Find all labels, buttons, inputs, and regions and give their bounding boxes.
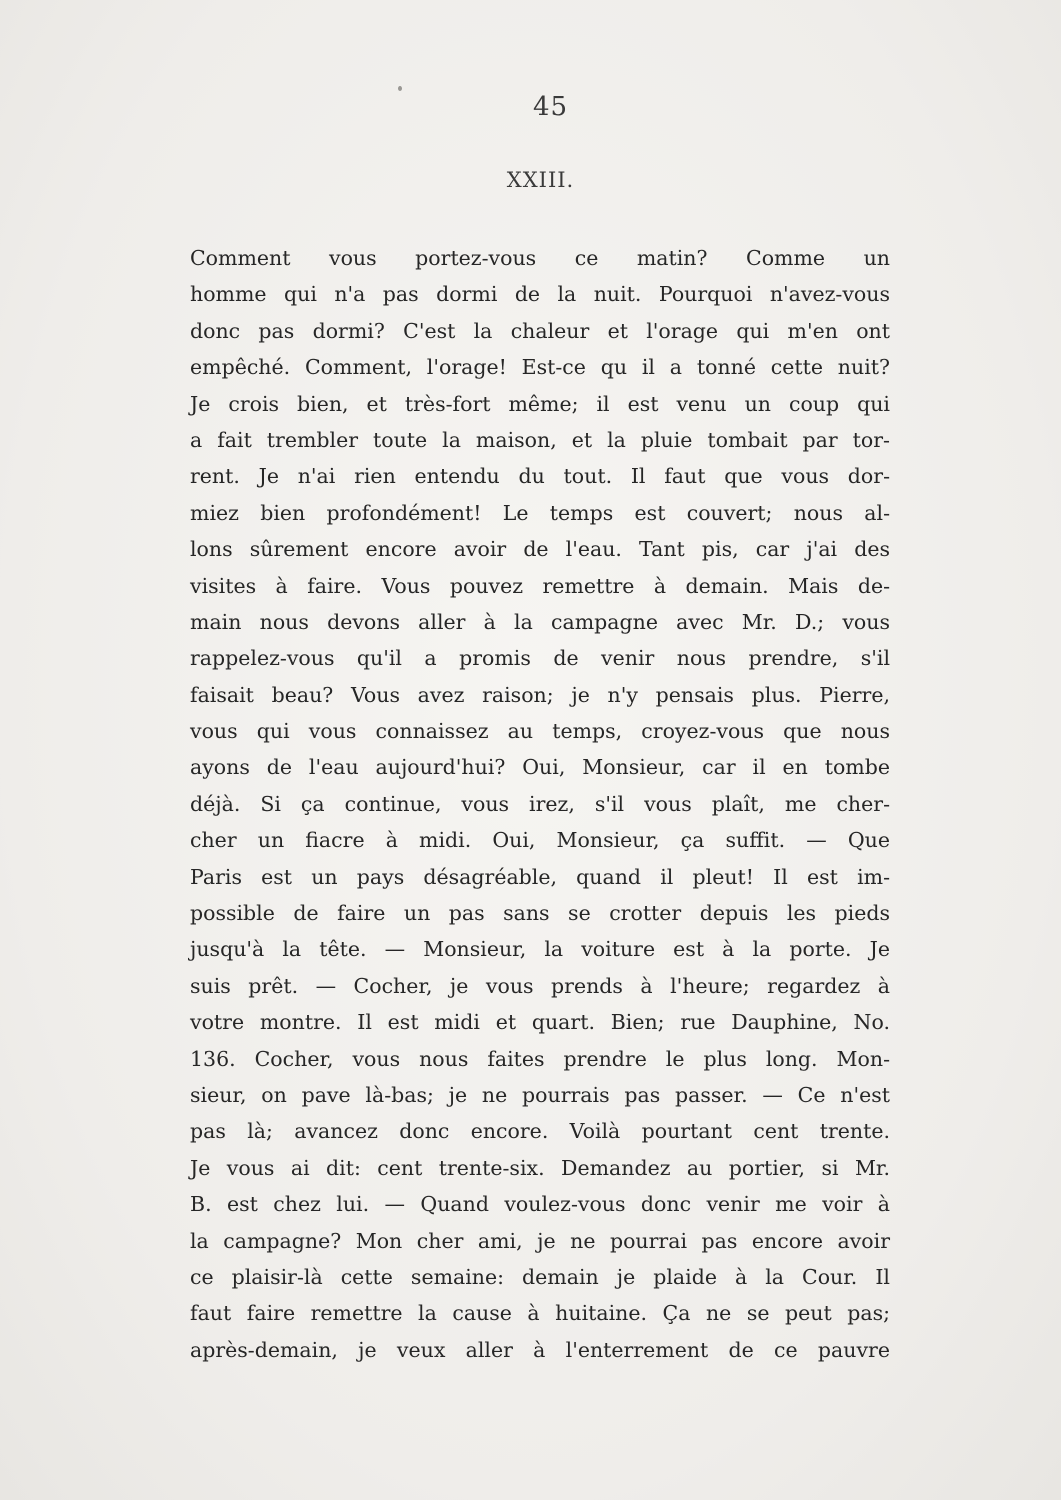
text-line: homme qui n'a pas dormi de la nuit. Pourquoi n'avez-vous	[190, 282, 890, 307]
text-line: Je crois bien, et très-fort même; il est venu un coup qui	[190, 391, 890, 416]
text-line: rent. Je n'ai rien entendu du tout. Il faut que vous dor-	[190, 464, 890, 489]
text-line: jusqu'à la tête. — Monsieur, la voiture est à la porte. Je	[190, 937, 890, 962]
text-line: après-demain, je veux aller à l'enterrement de ce pauvre	[190, 1337, 890, 1362]
text-line: 136. Cocher, vous nous faites prendre le plus long. Mon-	[190, 1046, 890, 1071]
text-line: déjà. Si ça continue, vous irez, s'il vous plaît, me cher-	[190, 791, 890, 816]
text-line: suis prêt. — Cocher, je vous prends à l'heure; regardez à	[190, 973, 890, 998]
body-text	[190, 240, 890, 1368]
text-line: rappelez-vous qu'il a promis de venir nous prendre, s'il	[190, 646, 890, 671]
text-line: empêché. Comment, l'orage! Est-ce qu il a tonné cette nuit?	[190, 355, 890, 380]
text-line: B. est chez lui. — Quand voulez-vous donc venir me voir à	[190, 1192, 890, 1217]
text-line: possible de faire un pas sans se crotter depuis les pieds	[190, 901, 890, 926]
text-line: Je vous ai dit: cent trente-six. Demandez au portier, si Mr.	[190, 1155, 890, 1180]
text-line: Comment vous portez-vous ce matin? Comme un	[190, 246, 890, 270]
text-line: donc pas dormi? C'est la chaleur et l'orage qui m'en ont	[190, 318, 890, 343]
text-line: lons sûrement encore avoir de l'eau. Tant pis, car j'ai des	[190, 537, 890, 562]
text-line: main nous devons aller à la campagne avec Mr. D.; vous	[190, 609, 890, 634]
text-line: vous qui vous connaissez au temps, croyez-vous que nous	[190, 719, 890, 744]
text-line: ayons de l'eau aujourd'hui? Oui, Monsieur, car il en tombe	[190, 755, 890, 780]
text-line: cher un fiacre à midi. Oui, Monsieur, ça suffit. — Que	[190, 828, 890, 853]
text-line: Paris est un pays désagréable, quand il pleut! Il est im-	[190, 864, 890, 889]
chapter-heading: XXIII.	[506, 168, 575, 192]
text-line: sieur, on pave là-bas; je ne pourrais pas passer. — Ce n'est	[190, 1082, 890, 1107]
text-line: faut faire remettre la cause à huitaine. Ça ne se peut pas;	[190, 1301, 890, 1326]
text-line: faisait beau? Vous avez raison; je n'y pensais plus. Pierre,	[190, 682, 890, 707]
text-line: votre montre. Il est midi et quart. Bien; rue Dauphine, No.	[190, 1010, 890, 1035]
text-line: a fait trembler toute la maison, et la pluie tombait par tor-	[190, 427, 890, 452]
ink-speck	[398, 86, 402, 91]
page-number: 45	[532, 92, 569, 122]
text-line: ce plaisir-là cette semaine: demain je plaide à la Cour. Il	[190, 1264, 890, 1289]
text-line: la campagne? Mon cher ami, je ne pourrai pas encore avoir	[190, 1228, 890, 1253]
text-line: pas là; avancez donc encore. Voilà pourtant cent trente.	[190, 1119, 890, 1144]
text-line: visites à faire. Vous pouvez remettre à demain. Mais de-	[190, 573, 890, 598]
text-line: miez bien profondément! Le temps est couvert; nous al-	[190, 500, 890, 525]
